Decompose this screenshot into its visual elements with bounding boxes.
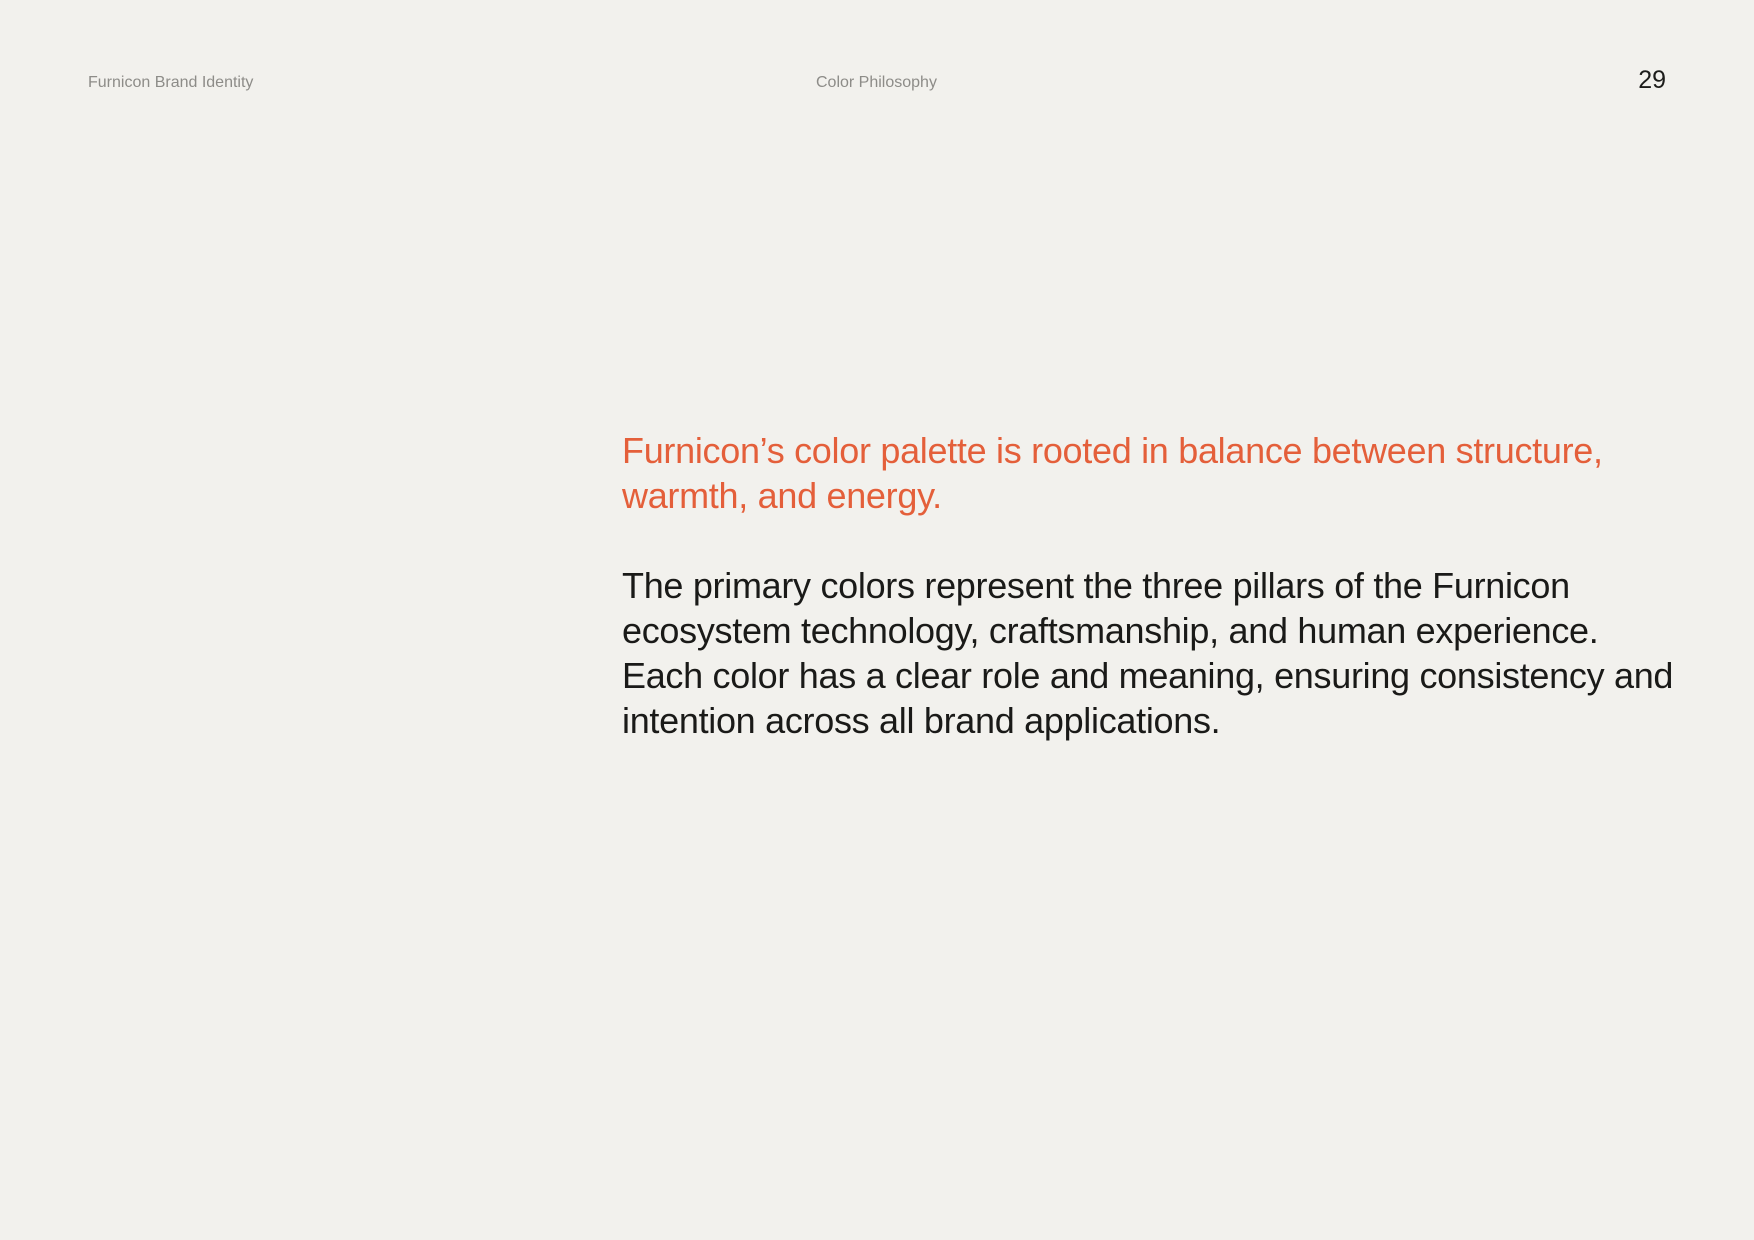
main-content (622, 428, 1682, 743)
section-title: Color Philosophy (816, 74, 937, 91)
body-paragraph: The primary colors represent the three pillars of the Furnicon ecosystem technology, craftsmanship, and human experience. Each color has a clear role and meaning, ensuring consistency and intention across all brand applications. (622, 565, 1674, 741)
brand-label: Furnicon Brand Identity (88, 74, 254, 91)
lead-statement: Furnicon’s color palette is rooted in balance between structure, warmth, and energy. (622, 430, 1603, 516)
page-header (0, 0, 1754, 120)
page-number: 29 (1638, 66, 1666, 94)
